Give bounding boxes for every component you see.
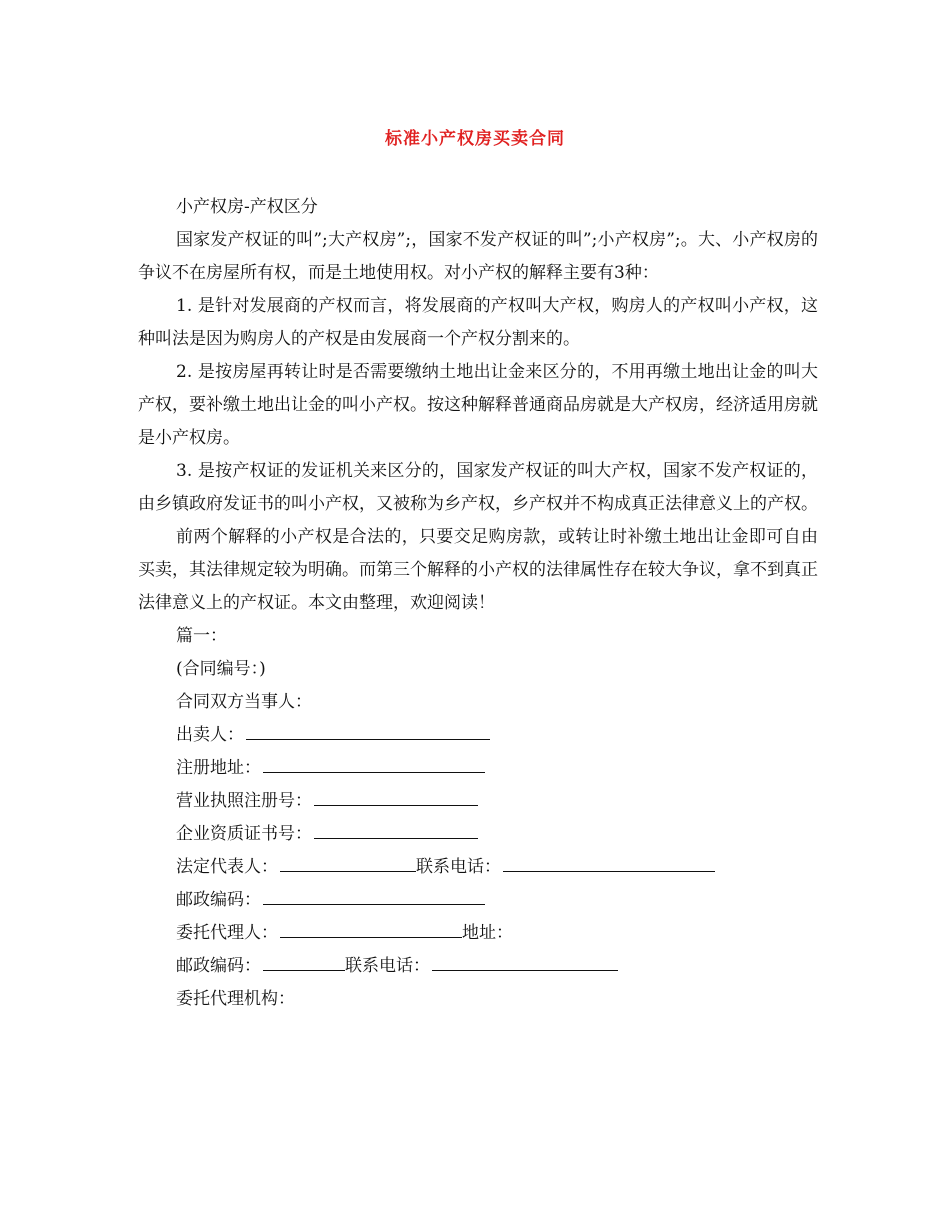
postcode-line-1 bbox=[138, 884, 818, 917]
legal-rep-line bbox=[138, 851, 818, 884]
postcode-blank-2[interactable] bbox=[263, 952, 345, 971]
parties-heading: 合同双方当事人： bbox=[176, 692, 312, 712]
part-heading: 篇一： bbox=[176, 626, 227, 646]
postcode-line-2 bbox=[138, 950, 818, 983]
explanation-3: 3. 是按产权证的发证机关来区分的，国家发产权证的叫大产权，国家不发产权证的，由乡镇政府发证书的叫小产权，又被称为乡产权，乡产权并不构成真正法律意义上的产权。 bbox=[138, 461, 818, 514]
agent-address-label: 地址： bbox=[462, 923, 513, 943]
phone-label-2: 联系电话： bbox=[345, 956, 430, 976]
qualification-blank[interactable] bbox=[314, 820, 478, 839]
agent-line bbox=[138, 917, 818, 950]
license-line bbox=[138, 785, 818, 818]
seller-label: 出卖人： bbox=[176, 725, 244, 745]
address-line bbox=[138, 752, 818, 785]
phone-blank-2[interactable] bbox=[432, 952, 618, 971]
license-blank[interactable] bbox=[314, 787, 478, 806]
seller-line bbox=[138, 719, 818, 752]
phone-label-1: 联系电话： bbox=[416, 857, 501, 877]
contract-number: (合同编号：) bbox=[176, 659, 266, 679]
postcode-label-2: 邮政编码： bbox=[176, 956, 261, 976]
legal-rep-blank[interactable] bbox=[280, 853, 416, 872]
legal-rep-label: 法定代表人： bbox=[176, 857, 278, 877]
seller-blank[interactable] bbox=[246, 721, 490, 740]
section-heading: 小产权房-产权区分 bbox=[176, 197, 318, 217]
qualification-label: 企业资质证书号： bbox=[176, 824, 312, 844]
address-blank[interactable] bbox=[263, 754, 485, 773]
postcode-blank-1[interactable] bbox=[263, 886, 485, 905]
agency-label: 委托代理机构： bbox=[176, 989, 295, 1009]
qualification-line bbox=[138, 818, 818, 851]
postcode-label-1: 邮政编码： bbox=[176, 890, 261, 910]
address-label: 注册地址： bbox=[176, 758, 261, 778]
agent-label: 委托代理人： bbox=[176, 923, 278, 943]
agency-line bbox=[138, 983, 818, 1016]
document-body bbox=[138, 191, 818, 1016]
phone-blank-1[interactable] bbox=[503, 853, 715, 872]
explanation-1: 1. 是针对发展商的产权而言，将发展商的产权叫大产权，购房人的产权叫小产权，这种叫法是因为购房人的产权是由发展商一个产权分割来的。 bbox=[138, 296, 818, 349]
document-title: 标准小产权房买卖合同 bbox=[385, 129, 565, 149]
intro-paragraph: 国家发产权证的叫”;大产权房”;，国家不发产权证的叫”;小产权房”;。大、小产权房的争议不在房屋所有权，而是土地使用权。对小产权的解释主要有3种： bbox=[138, 230, 818, 283]
agent-blank[interactable] bbox=[280, 919, 462, 938]
license-label: 营业执照注册号： bbox=[176, 791, 312, 811]
explanation-2: 2. 是按房屋再转让时是否需要缴纳土地出让金来区分的，不用再缴土地出让金的叫大产权，要补缴土地出让金的叫小产权。按这种解释普通商品房就是大产权房，经济适用房就是小产权房。 bbox=[138, 362, 818, 448]
summary-paragraph: 前两个解释的小产权是合法的，只要交足购房款，或转让时补缴土地出让金即可自由买卖，其法律规定较为明确。而第三个解释的小产权的法律属性存在较大争议，拿不到真正法律意义上的产权证。本文由整理，欢迎阅读！ bbox=[138, 527, 818, 613]
